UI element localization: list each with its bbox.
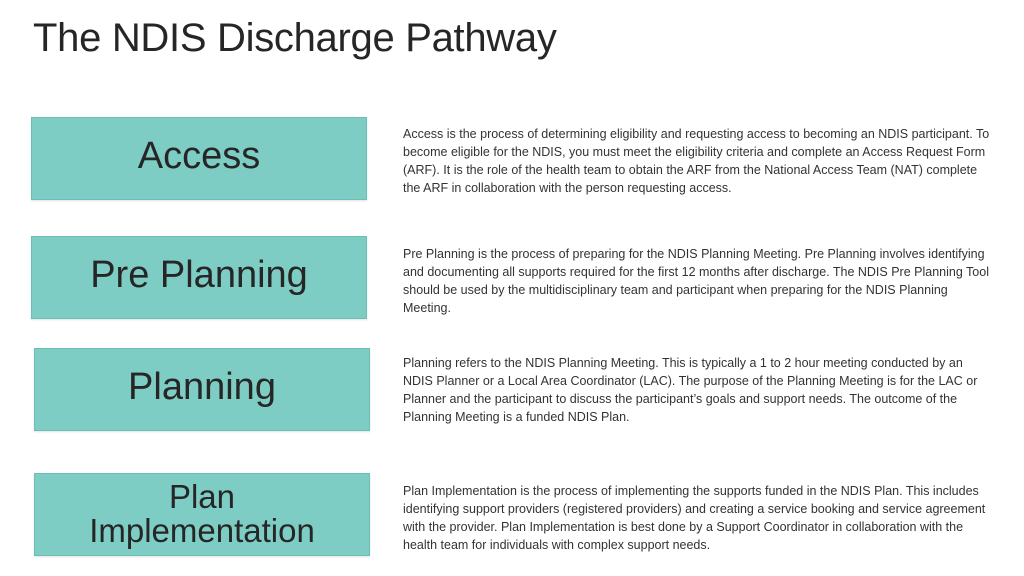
step-label-line-1: Plan [168, 477, 236, 515]
step-box-planning [34, 348, 370, 431]
step-label-pre-planning: Pre Planning [90, 253, 308, 296]
step-description-pre-planning: Pre Planning is the process of preparing for the NDIS Planning Meeting. Pre Planning involves identifying and documenting all supports required for the first 12 months after discharge. The NDIS Pre Planning Tool should be used by the multidisciplinary team and participant when preparing for the NDIS Planning Meeting. [403, 247, 989, 315]
step-label-planning: Planning [128, 365, 276, 408]
step-label-plan-implementation [89, 477, 315, 549]
step-description-planning: Planning refers to the NDIS Planning Meeting. This is typically a 1 to 2 hour meeting conducted by an NDIS Planner or a Local Area Coordinator (LAC). The purpose of the Planning Meeting is for the LAC or Planner and the participant to discuss the participant’s goals and support needs. The outcome of the Planning Meeting is a funded NDIS Plan. [403, 356, 978, 424]
step-box-pre-planning [31, 236, 367, 319]
step-box-plan-implementation [34, 473, 370, 556]
step-label-line-2: Implementation [89, 511, 315, 549]
step-description-plan-implementation: Plan Implementation is the process of implementing the supports funded in the NDIS Plan. This includes identifying support providers (registered providers) and creating a service booking and service agreement with the provider. Plan Implementation is best done by a Support Coordinator in collaboration with the health team for individuals with complex support needs. [403, 484, 986, 552]
step-label-access: Access [137, 134, 261, 177]
page-title: The NDIS Discharge Pathway [33, 16, 557, 60]
step-description-access: Access is the process of determining eligibility and requesting access to becoming an NDIS participant. To become eligible for the NDIS, you must meet the eligibility criteria and complete an Access Request Form (ARF). It is the role of the health team to obtain the ARF from the National Access Team (NAT) complete the ARF in collaboration with the person requesting access. [403, 127, 990, 195]
step-box-access [31, 117, 367, 200]
